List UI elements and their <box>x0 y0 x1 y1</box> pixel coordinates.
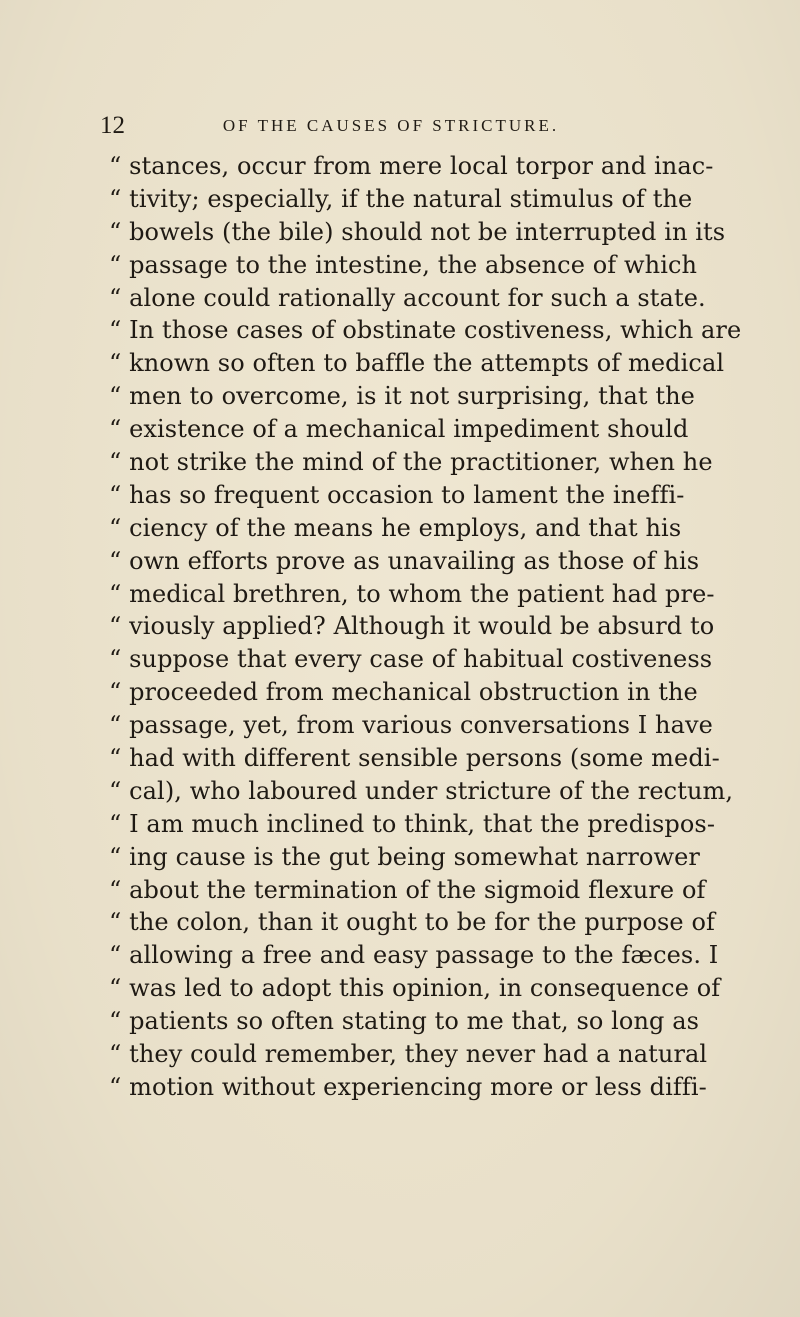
text-line: “ was led to adopt this opinion, in consequence of <box>109 974 721 1003</box>
text-line: “ had with different sensible persons (some medi- <box>109 744 720 773</box>
text-line: “ the colon, than it ought to be for the purpose of <box>109 908 715 937</box>
text-line: “ existence of a mechanical impediment should <box>109 415 689 444</box>
text-line: “ patients so often stating to me that, so long as <box>109 1007 700 1036</box>
text-line: “ alone could rationally account for such a state. <box>109 283 706 312</box>
text-line: “ about the termination of the sigmoid flexure of <box>109 875 706 904</box>
page-header <box>0 112 800 140</box>
text-line: “ viously applied? Although it would be absurd to <box>109 612 715 641</box>
text-line: “ proceeded from mechanical obstruction in the <box>109 678 698 707</box>
text-line: “ has so frequent occasion to lament the ineffi- <box>109 480 685 509</box>
page-number: 12 <box>100 112 125 139</box>
text-line: “ motion without experiencing more or less diffi- <box>109 1072 707 1101</box>
text-line: “ passage to the intestine, the absence of which <box>109 250 698 279</box>
text-line: “ known so often to baffle the attempts of medical <box>109 349 725 378</box>
text-line: “ they could remember, they never had a natural <box>109 1040 708 1069</box>
text-line: “ allowing a free and easy passage to the fæces. I <box>109 941 719 970</box>
text-line: “ ciency of the means he employs, and that his <box>109 513 682 542</box>
text-line: “ tivity; especially, if the natural stimulus of the <box>109 184 693 213</box>
text-line: “ stances, occur from mere local torpor and inac- <box>109 152 714 180</box>
text-line: “ In those cases of obstinate costiveness, which are <box>109 316 742 345</box>
text-line: “ not strike the mind of the practitioner, when he <box>109 448 713 477</box>
text-line: “ ing cause is the gut being somewhat narrower <box>109 842 701 871</box>
text-line: “ I am much inclined to think, that the predispos- <box>109 809 716 838</box>
text-line: “ own efforts prove as unavailing as those of his <box>109 546 700 575</box>
text-line: “ bowels (the bile) should not be interrupted in its <box>109 217 726 246</box>
text-line: “ cal), who laboured under stricture of the rectum, <box>109 776 734 805</box>
text-line: “ medical brethren, to whom the patient had pre- <box>109 579 715 608</box>
running-head: OF THE CAUSES OF STRICTURE. <box>222 116 560 135</box>
text-line: “ passage, yet, from various conversations I have <box>109 711 713 740</box>
body-text <box>109 150 753 1104</box>
text-line: “ men to overcome, is it not surprising, that the <box>109 382 695 411</box>
text-line: “ suppose that every case of habitual costiveness <box>109 645 713 674</box>
